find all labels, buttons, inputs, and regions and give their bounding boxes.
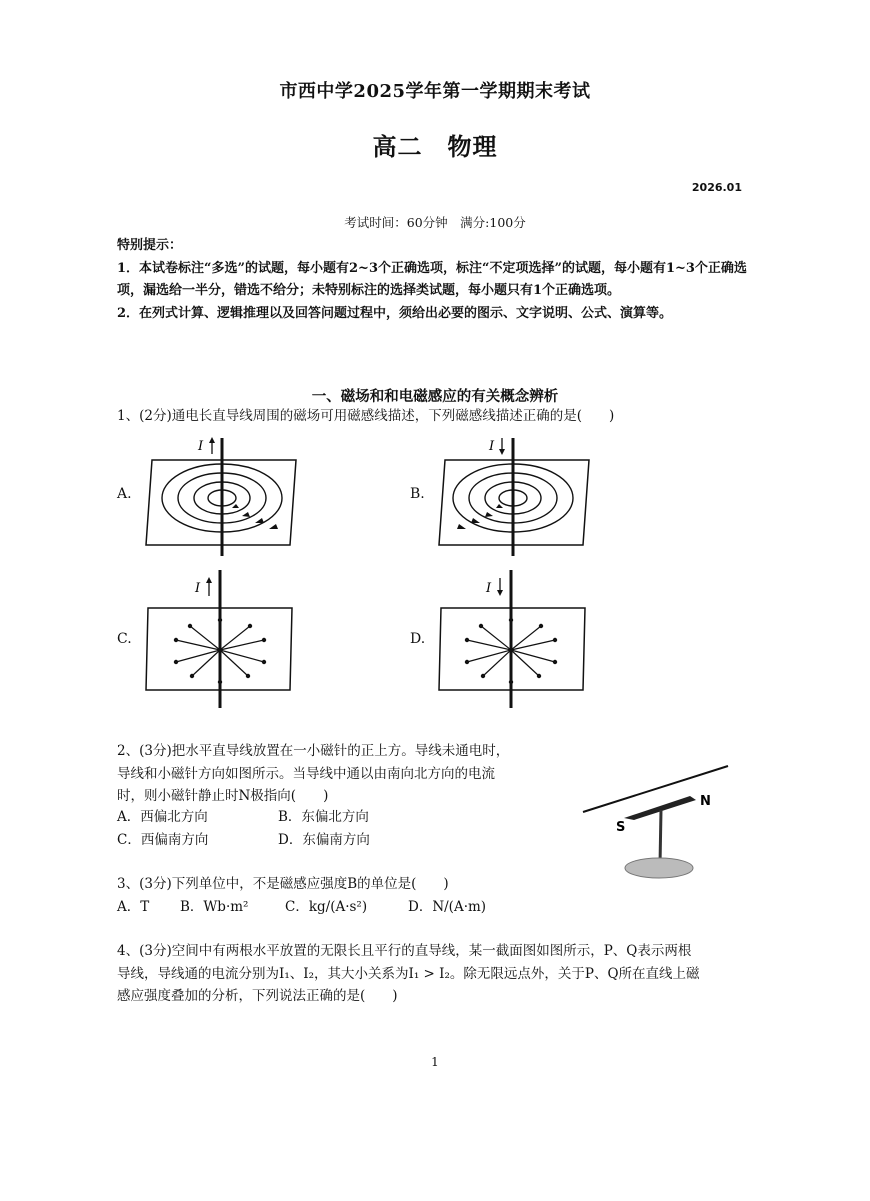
q3-option-b: B．Wb·m² — [180, 899, 249, 915]
q3-option-c: C．kg/(A·s²) — [285, 899, 368, 915]
exam-time-info: 考试时间：60分钟 满分:100分 — [344, 215, 526, 230]
q1-figure-c — [140, 568, 305, 708]
q2-compass-figure — [578, 760, 738, 895]
q1-option-a-label: A. — [117, 486, 132, 502]
south-label: S — [616, 820, 626, 835]
notes-item-1: 1．本试卷标注“多选”的试题，每小题有2~3个正确选项，标注“不定项选择”的试题，每小题有1~3个正确选项，漏选给一半分，错选不给分；未特别标注的选择类试题，每小题只有1个正确选项。 — [117, 260, 747, 298]
q4-line-3: 感应强度叠加的分析，下列说法正确的是( ) — [117, 988, 398, 1004]
question-3-stem: 3、(3分)下列单位中，不是磁感应强度B的单位是( ) — [117, 876, 449, 892]
question-1-stem: 1、(2分)通电长直导线周围的磁场可用磁感线描述，下列磁感线描述正确的是( ) — [117, 408, 615, 424]
notes-item-2: 2．在列式计算、逻辑推理以及回答问题过程中，须给出必要的图示、文字说明、公式、演算等。 — [117, 305, 673, 321]
current-label: I — [195, 581, 201, 596]
q2-option-b: B．东偏北方向 — [278, 809, 369, 825]
q4-line-2: 导线，导线通的电流分别为I₁、I₂，其大小关系为I₁ > I₂。除无限远点外，关于P、Q所在直线上磁 — [117, 965, 700, 982]
north-label: N — [700, 794, 711, 809]
special-notes — [117, 235, 747, 325]
exam-school-title: 市西中学2025学年第一学期期末考试 — [279, 81, 591, 102]
q2-stem-line-1: 2、(3分)把水平直导线放置在一小磁针的正上方。导线未通电时， — [117, 743, 510, 759]
q2-stem-line-3: 时，则小磁针静止时N极指向( ) — [117, 788, 329, 804]
question-4-stem — [117, 940, 757, 1008]
current-label: I — [198, 439, 204, 454]
q1-figure-d — [433, 568, 598, 708]
q4-line-1: 4、(3分)空间中有两根水平放置的无限长且平行的直导线，某一截面图如图所示，P、Q表示两根 — [117, 943, 692, 959]
q1-figure-a — [140, 428, 305, 558]
q2-option-c: C．西偏南方向 — [117, 832, 209, 848]
section-title: 一、磁场和和电磁感应的有关概念辨析 — [311, 388, 559, 405]
notes-title: 特别提示： — [117, 238, 183, 253]
exam-subject-title: 高二 物理 — [372, 132, 498, 161]
q1-figure-b — [433, 428, 598, 558]
q2-stem-line-2: 导线和小磁针方向如图所示。当导线中通以由南向北方向的电流 — [117, 765, 495, 782]
exam-date: 2026.01 — [691, 181, 742, 194]
current-label: I — [489, 439, 495, 454]
q1-option-d-label: D. — [410, 631, 426, 647]
current-label: I — [486, 581, 492, 596]
q3-option-a: A．T — [117, 899, 150, 915]
question-2-stem — [117, 740, 577, 808]
page-number: 1 — [431, 1055, 439, 1069]
q1-option-c-label: C. — [117, 631, 132, 647]
q1-option-b-label: B. — [410, 486, 425, 502]
needle-stand — [660, 810, 661, 865]
q2-option-a: A．西偏北方向 — [117, 809, 208, 825]
q3-option-d: D．N/(A·m) — [408, 899, 487, 915]
stand-base — [625, 858, 693, 878]
q2-option-d: D．东偏南方向 — [278, 832, 370, 848]
